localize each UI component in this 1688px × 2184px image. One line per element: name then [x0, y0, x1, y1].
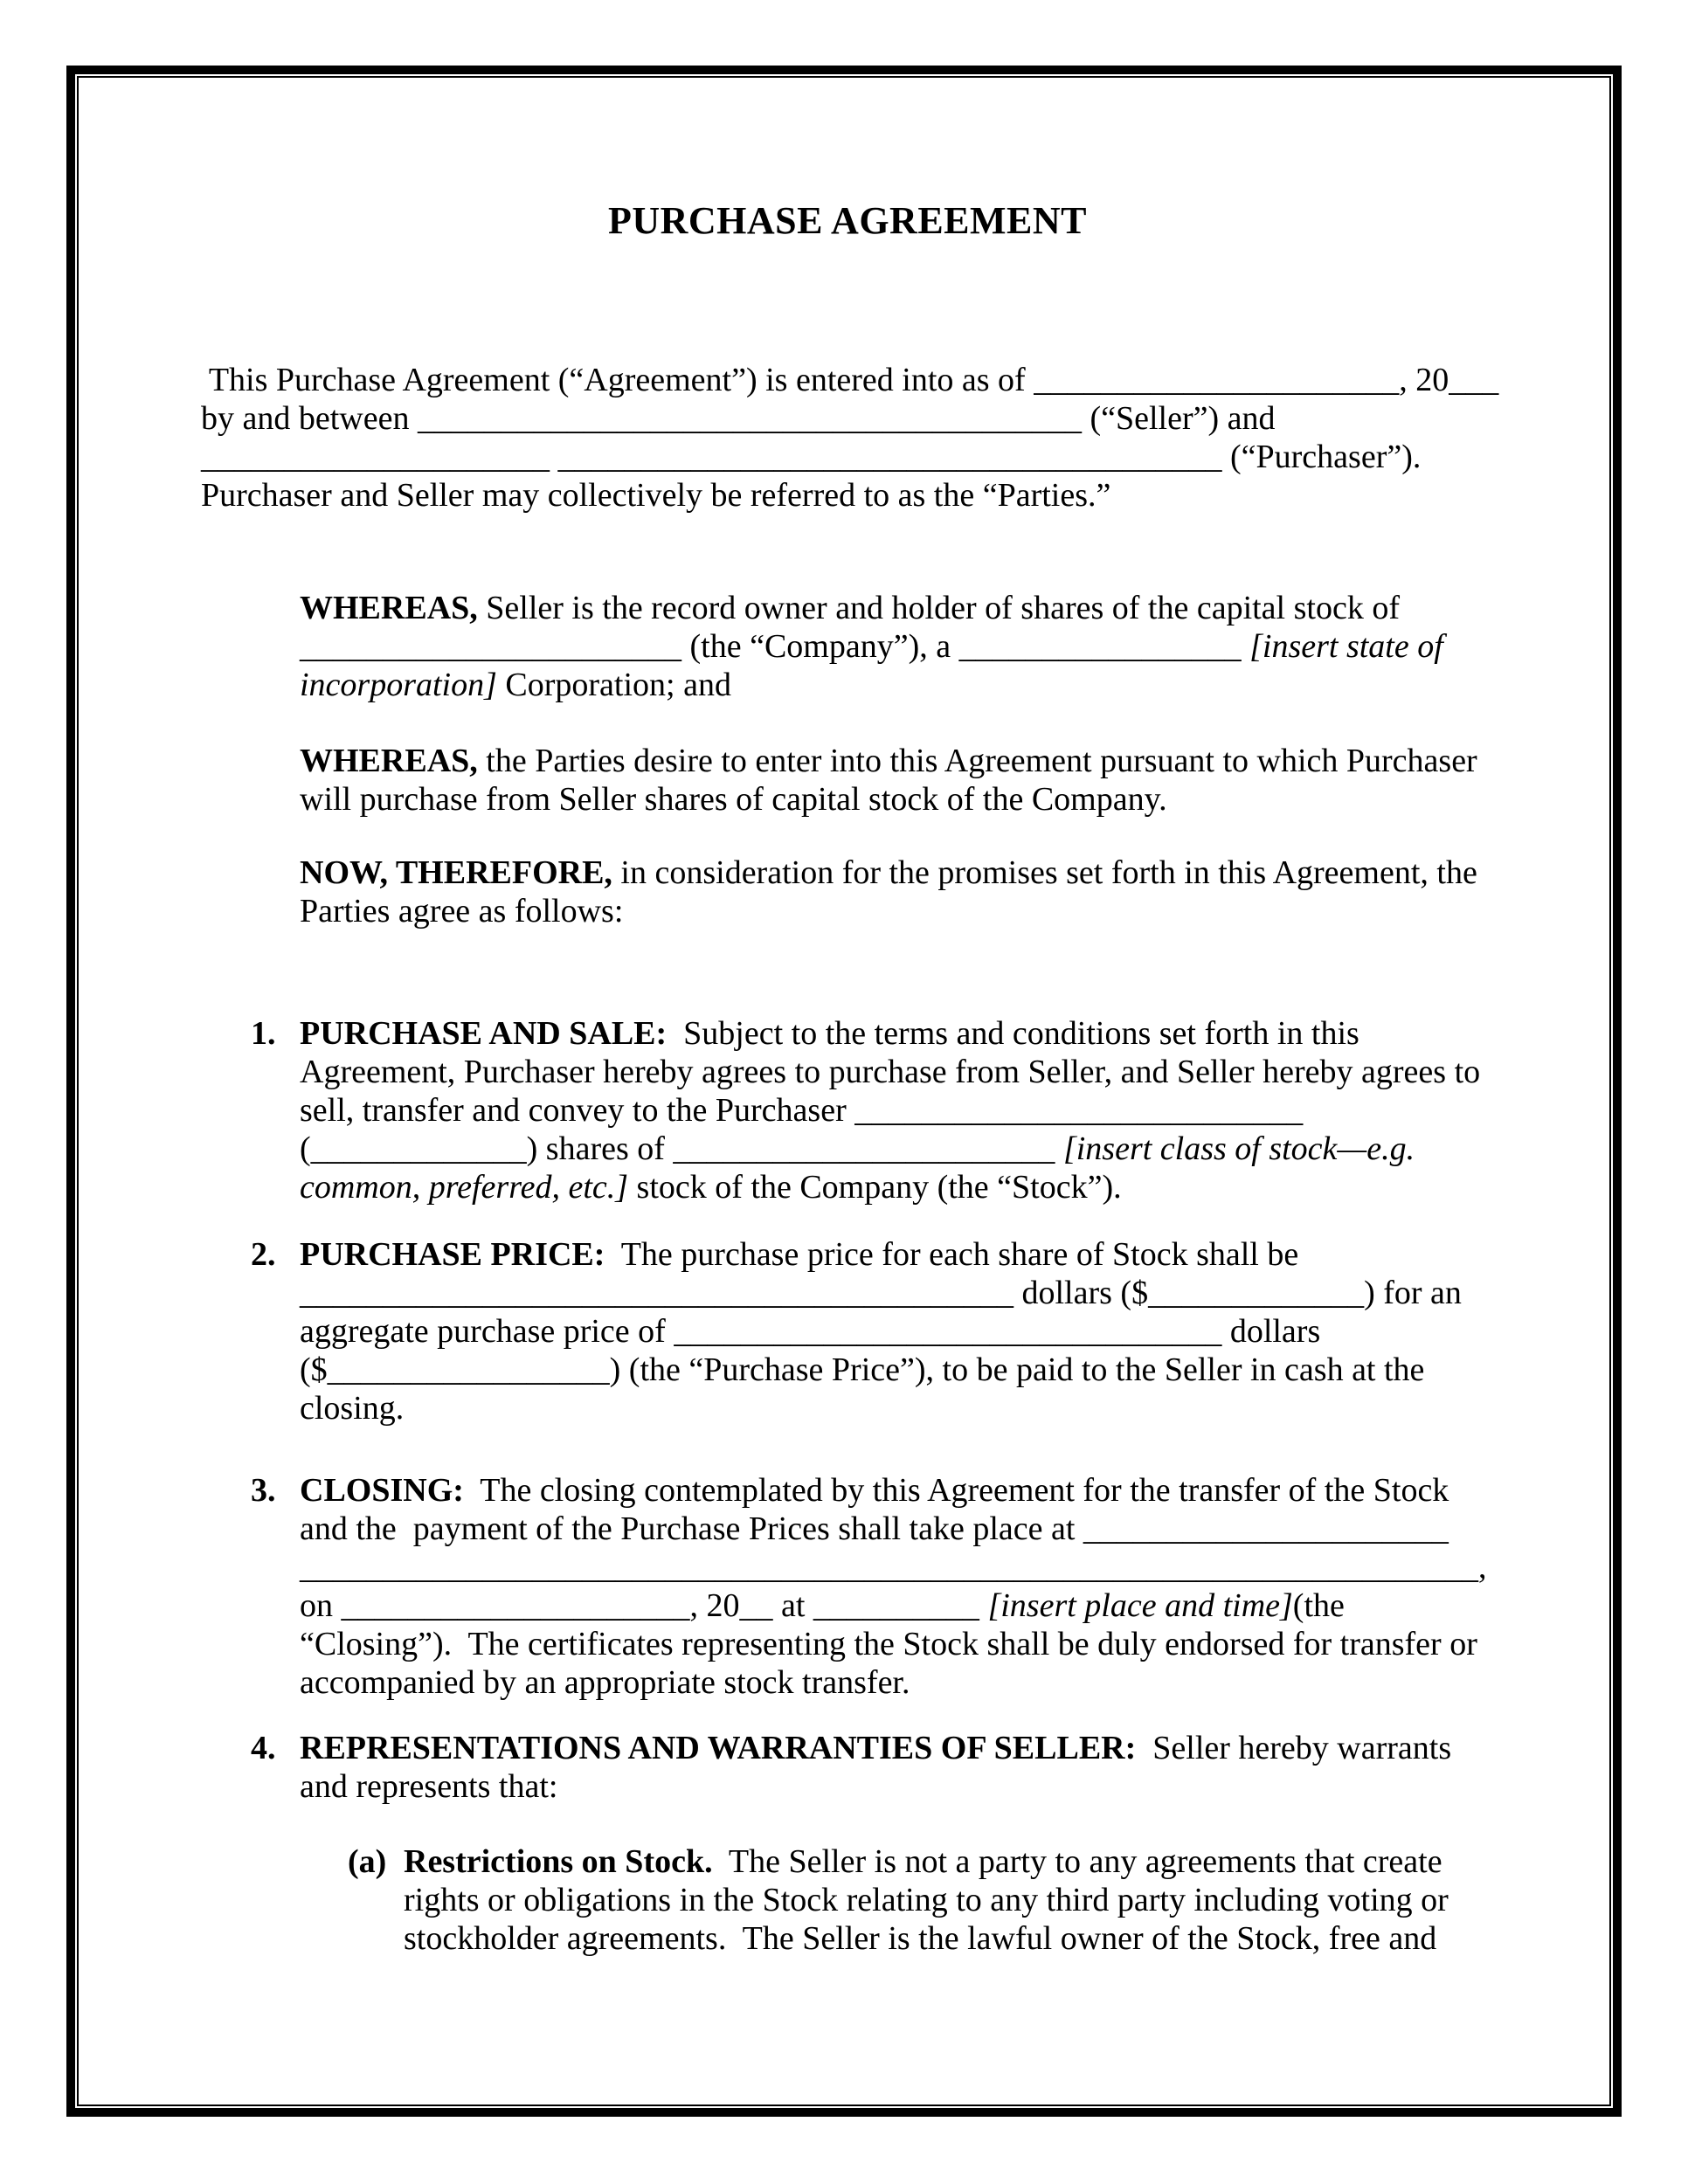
list-marker: 2.	[251, 1236, 276, 1273]
document-title: PURCHASE AGREEMENT	[607, 199, 1088, 242]
subsection-a-restrictions-on-stock	[0, 1842, 1688, 1958]
text-line	[0, 780, 1688, 819]
fill-in-blank-text: and the payment of the Purchase Prices shall take place at ______________________	[300, 1510, 1449, 1547]
text-line	[0, 438, 1688, 476]
text-line	[0, 1919, 1688, 1958]
text-line	[0, 476, 1688, 515]
text-line	[0, 742, 1688, 780]
text-line	[0, 1729, 1688, 1767]
text-line	[0, 399, 1688, 438]
text-line	[0, 1053, 1688, 1091]
fill-in-blank-text: by and between ________________________________________ (“Seller”) and	[201, 400, 1276, 437]
text-run: “Closing”). The certificates representing the Stock shall be duly endorsed for transfer or	[300, 1626, 1477, 1662]
text-run: Parties agree as follows:	[300, 893, 624, 930]
text-run: The closing contemplated by this Agreement for the transfer of the Stock	[463, 1472, 1449, 1509]
text-run: [insert class of stock—e.g.	[1062, 1130, 1415, 1167]
text-run: Seller hereby warrants	[1136, 1730, 1452, 1766]
text-line	[0, 1881, 1688, 1919]
text-line	[0, 589, 1688, 627]
text-line	[0, 854, 1688, 892]
text-line	[0, 1471, 1688, 1510]
fill-in-blank-text: This Purchase Agreement (“Agreement”) is entered into as of ______________________, 20___	[201, 362, 1499, 398]
text-run: incorporation]	[300, 667, 497, 703]
list-marker: 4.	[251, 1730, 276, 1766]
text-line	[0, 892, 1688, 930]
text-line	[0, 666, 1688, 704]
list-marker: (a)	[348, 1843, 387, 1880]
text-run: Seller is the record owner and holder of shares of the capital stock of	[477, 590, 1400, 626]
text-run: accompanied by an appropriate stock transfer.	[300, 1664, 910, 1701]
text-line	[0, 1274, 1688, 1312]
text-line	[0, 1625, 1688, 1663]
text-line	[0, 1130, 1688, 1168]
text-run: [insert place and time]	[987, 1587, 1293, 1624]
text-run: CLOSING:	[300, 1472, 464, 1509]
text-run: the Parties desire to enter into this Agreement pursuant to which Purchaser	[477, 743, 1477, 779]
text-line	[0, 1510, 1688, 1548]
text-line	[0, 361, 1688, 399]
text-line	[0, 1351, 1688, 1389]
fill-in-blank-text: (_____________) shares of _______________________	[300, 1130, 1063, 1167]
text-line	[0, 1586, 1688, 1625]
text-line	[0, 1235, 1688, 1274]
text-line	[0, 1663, 1688, 1702]
text-run: Restrictions on Stock.	[404, 1843, 713, 1880]
text-line	[0, 1091, 1688, 1130]
text-run: will purchase from Seller shares of capital stock of the Company.	[300, 781, 1167, 818]
fill-in-blank-text: on _____________________, 20__ at __________	[300, 1587, 988, 1624]
text-run: rights or obligations in the Stock relating to any third party including voting or	[404, 1882, 1449, 1918]
text-run: and represents that:	[300, 1768, 558, 1805]
text-run: WHEREAS,	[300, 590, 478, 626]
intro-paragraph	[0, 361, 1688, 515]
text-line	[0, 1842, 1688, 1881]
text-run: (the	[1292, 1587, 1345, 1624]
text-line	[0, 1548, 1688, 1586]
fill-in-blank-text: aggregate purchase price of _________________________________ dollars	[300, 1313, 1321, 1350]
whereas-recital-2	[0, 742, 1688, 819]
section-1-purchase-and-sale	[0, 1014, 1688, 1206]
text-line	[0, 1389, 1688, 1427]
text-run: Subject to the terms and conditions set forth in this	[667, 1015, 1359, 1052]
text-line	[0, 1168, 1688, 1206]
text-run: [insert state of	[1249, 628, 1443, 665]
section-3-closing	[0, 1471, 1688, 1702]
whereas-recital-1	[0, 589, 1688, 704]
text-line	[0, 627, 1688, 666]
text-run: stock of the Company (the “Stock”).	[628, 1169, 1122, 1206]
text-run: Corporation; and	[496, 667, 731, 703]
text-run: Purchaser and Seller may collectively be referred to as the “Parties.”	[201, 477, 1111, 514]
list-marker: 1.	[251, 1015, 276, 1052]
text-run: PURCHASE AND SALE:	[300, 1015, 668, 1052]
text-run: The Seller is not a party to any agreements that create	[712, 1843, 1442, 1880]
text-line	[0, 1767, 1688, 1806]
section-4-representations-and-warranties	[0, 1729, 1688, 1806]
text-run: REPRESENTATIONS AND WARRANTIES OF SELLER:	[300, 1730, 1137, 1766]
text-run: WHEREAS,	[300, 743, 478, 779]
text-run: in consideration for the promises set forth in this Agreement, the	[612, 854, 1477, 891]
fill-in-blank-text: ___________________________________________ dollars ($_____________) for an	[300, 1275, 1462, 1311]
fill-in-blank-text: sell, transfer and convey to the Purchaser ___________________________	[300, 1092, 1304, 1129]
text-run: common, preferred, etc.]	[300, 1169, 629, 1206]
text-line	[0, 1312, 1688, 1351]
text-line	[0, 1014, 1688, 1053]
text-run: closing.	[300, 1390, 405, 1427]
list-marker: 3.	[251, 1472, 276, 1509]
section-2-purchase-price	[0, 1235, 1688, 1427]
fill-in-blank-text: _______________________ (the “Company”), a _________________	[300, 628, 1250, 665]
text-run: Agreement, Purchaser hereby agrees to purchase from Seller, and Seller hereby agrees to	[300, 1054, 1481, 1090]
fill-in-blank-text: _____________________ ________________________________________ (“Purchaser”).	[201, 439, 1422, 475]
fill-in-blank-text: ($_________________) (the “Purchase Price”), to be paid to the Seller in cash at the	[300, 1351, 1425, 1388]
now-therefore-paragraph	[0, 854, 1688, 930]
fill-in-blank-text: _______________________________________________________________________,	[300, 1549, 1487, 1586]
text-run: stockholder agreements. The Seller is the lawful owner of the Stock, free and	[404, 1920, 1437, 1957]
text-run: The purchase price for each share of Stock shall be	[605, 1236, 1299, 1273]
text-run: PURCHASE PRICE:	[300, 1236, 605, 1273]
text-run: NOW, THEREFORE,	[300, 854, 612, 891]
